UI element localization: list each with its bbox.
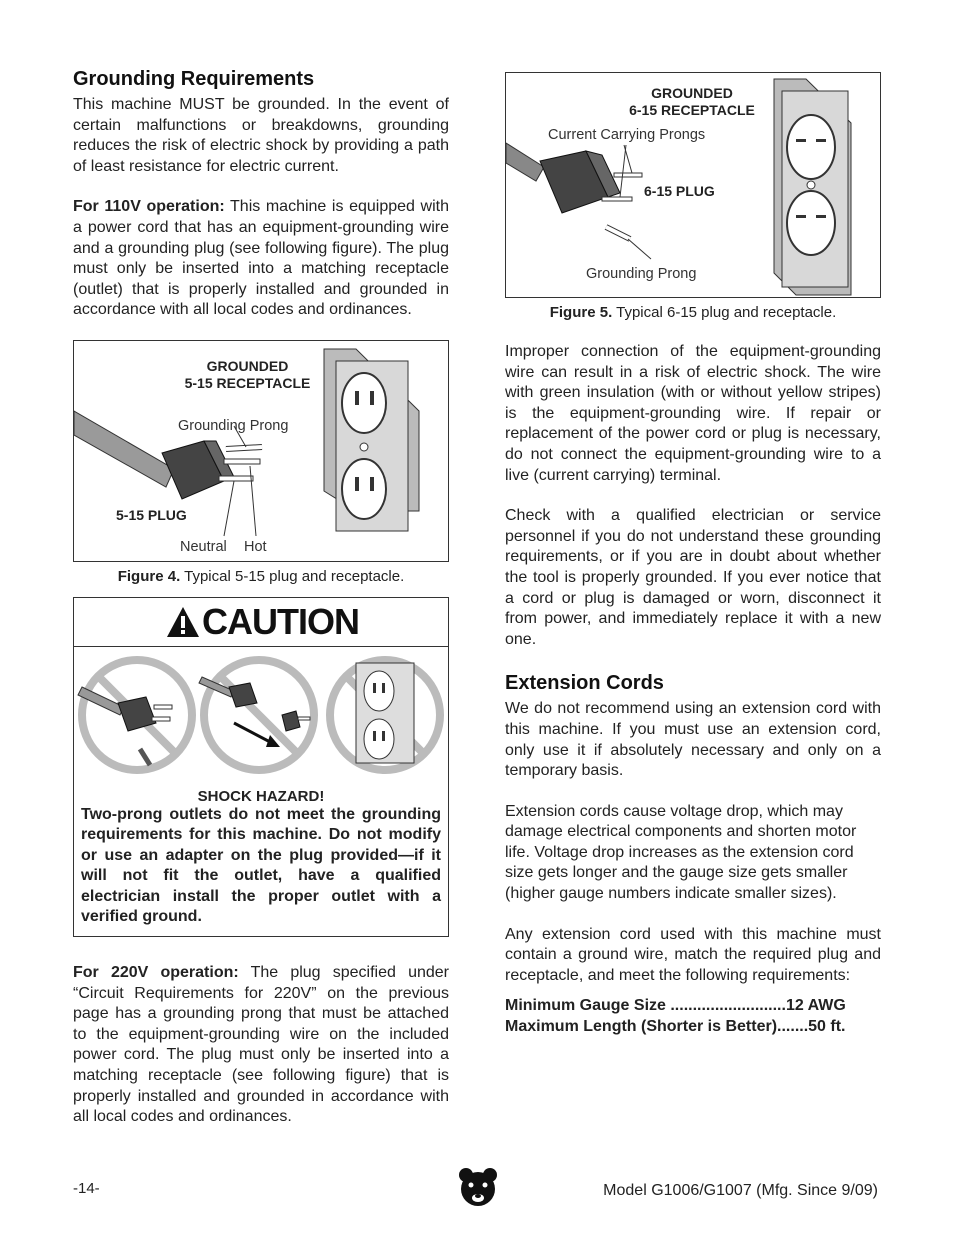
fig4-plug-label: 5-15 PLUG bbox=[116, 506, 187, 523]
figure-5 bbox=[505, 72, 881, 298]
caution-title: CAUTION bbox=[202, 600, 359, 642]
fig4-receptacle-line2: 5-15 RECEPTACLE bbox=[184, 374, 311, 391]
v220-paragraph bbox=[73, 963, 449, 1128]
right-column bbox=[505, 72, 881, 1037]
v220-label: For 220V operation: bbox=[73, 963, 239, 981]
shock-hazard-title: SHOCK HAZARD! bbox=[197, 787, 325, 805]
model-footer: Model G1006/G1007 (Mfg. Since 9/09) bbox=[603, 1182, 878, 1199]
caution-box bbox=[73, 597, 449, 937]
page-number: -14- bbox=[73, 1180, 100, 1197]
left-column bbox=[73, 68, 449, 1128]
spec-min-gauge: Minimum Gauge Size ..........................12 AWG bbox=[505, 997, 846, 1015]
check-electrician-paragraph: Check with a qualified electrician or service personnel if you do not understand these grounding requirements, or if you are in doubt about whether the tool is properly grounded. If you ever notice that a cord or plug is damaged or worn, disconnect it from power, and immediately replace it with a new one. bbox=[505, 507, 881, 648]
extension-cords-heading: Extension Cords bbox=[505, 672, 664, 695]
extension-paragraph-2: Extension cords cause voltage drop, which may damage electrical components and shorten motor life. Voltage drop increases as the extension cord size gets longer and the gauge size gets smaller (higher gauge numbers indicate smaller sizes). bbox=[505, 802, 857, 903]
fig4-caption-bold: Figure 4. bbox=[117, 567, 181, 585]
fig5-plug-label: 6-15 PLUG bbox=[644, 183, 715, 199]
fig5-caption-bold: Figure 5. bbox=[549, 304, 613, 321]
fig4-hot-label: Hot bbox=[244, 538, 267, 555]
caution-illustration bbox=[74, 647, 448, 779]
fig4-receptacle-line1: GROUNDED bbox=[206, 357, 289, 374]
fig4-caption-text: Typical 5-15 plug and receptacle. bbox=[180, 567, 405, 585]
fig5-grounding-prong-label: Grounding Prong bbox=[586, 266, 697, 282]
fig4-grounding-prong-label: Grounding Prong bbox=[178, 417, 289, 434]
shock-hazard-text: Two-prong outlets do not meet the grounding requirements for this machine. Do not modify or use an adapter on the plug provided—if it will not fit the outlet, have a qualified electrician install the proper outlet with a verified ground. bbox=[81, 805, 441, 926]
caution-header bbox=[74, 598, 448, 647]
v110-label: For 110V operation: bbox=[73, 198, 225, 216]
figure-4-caption bbox=[73, 568, 449, 585]
v110-paragraph bbox=[73, 197, 449, 321]
fig5-receptacle-label bbox=[616, 85, 768, 119]
fig5-receptacle-line1: GROUNDED bbox=[651, 85, 733, 101]
improper-connection-paragraph: Improper connection of the equipment-grounding wire can result in a risk of electric shock. The wire with green insulation (with or without yellow stripes) is the equipment-grounding wire. If repair or replacement of the power cord or plug is necessary, do not connect the equipment-grounding wire to a live (current carrying) terminal. bbox=[505, 343, 881, 484]
fig5-caption-text: Typical 6-15 plug and receptacle. bbox=[612, 304, 837, 321]
figure-4 bbox=[73, 340, 449, 562]
fig4-neutral-label: Neutral bbox=[180, 538, 227, 555]
fig5-receptacle-line2: 6-15 RECEPTACLE bbox=[629, 102, 755, 118]
warning-triangle-icon bbox=[166, 606, 200, 638]
fig5-current-prongs-label: Current Carrying Prongs bbox=[548, 127, 706, 143]
v110-text: This machine is equipped with a power cord that has an equipment-grounding wire and a grounding plug (see following figure). The plug must only be inserted into a matching receptacle (outlet) that is properly installed and grounded in accordance with all local codes and ordinances. bbox=[73, 198, 449, 319]
extension-paragraph-1: We do not recommend using an extension cord with this machine. If you must use an extension cord, only use it if absolutely necessary and only on a temporary basis. bbox=[505, 700, 881, 780]
fig4-receptacle-label bbox=[176, 358, 319, 392]
grounding-heading: Grounding Requirements bbox=[73, 68, 315, 90]
bear-logo-icon bbox=[457, 1166, 499, 1208]
v220-text: The plug specified under “Circuit Requirements for 220V” on the previous page has a grounding prong that must be attached to the equipment-grounding wire on the included power cord. The plug must only be inserted into a matching receptacle (see following figure) that is properly installed and grounded in accordance with all local codes and ordinances. bbox=[73, 963, 449, 1126]
figure-5-caption bbox=[505, 304, 881, 321]
extension-paragraph-3: Any extension cord used with this machine must contain a ground wire, match the required plug and receptacle, and meet the following requirements: bbox=[505, 925, 881, 984]
grounding-paragraph: This machine MUST be grounded. In the event of certain malfunctions or breakdowns, grounding reduces the risk of electric shock by providing a path of least resistance for electric current. bbox=[73, 96, 449, 175]
spec-max-length: Maximum Length (Shorter is Better).......50 ft. bbox=[505, 1018, 846, 1036]
